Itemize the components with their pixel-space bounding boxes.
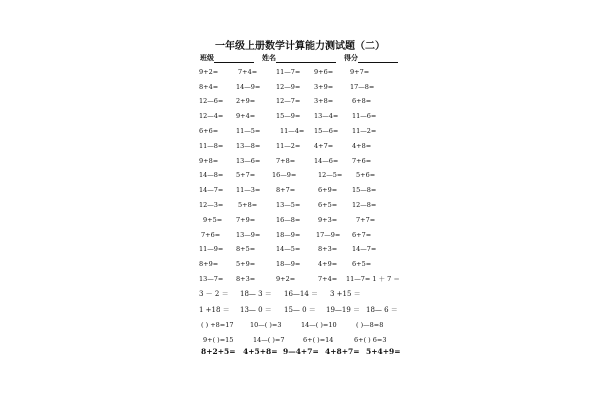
problem: 9+2=: [199, 68, 219, 76]
problem: 8+5=: [236, 245, 256, 253]
problem: 9+( )=15: [203, 336, 234, 344]
problem: 14—7=: [199, 186, 224, 194]
problem: 6+( ) 6=3: [354, 336, 387, 344]
problem: 18— 6 ＝: [366, 306, 398, 314]
problem: 9+7=: [350, 68, 370, 76]
problem: 14—7=: [352, 245, 377, 253]
problem-row: [0, 169, 600, 181]
problem-row: [0, 155, 600, 167]
problem: 11—9=: [199, 245, 224, 253]
problem: 17—9=: [316, 231, 341, 239]
problem: 8+3=: [318, 245, 338, 253]
problem: 7+4=: [238, 68, 258, 76]
problem-row: [0, 81, 600, 93]
problem: 11—4=: [280, 127, 305, 135]
problem: 14—8=: [199, 171, 224, 179]
problem: 11—2=: [352, 127, 377, 135]
problem: 7+7=: [356, 216, 376, 224]
problem: 12—8=: [352, 201, 377, 209]
problem-row: [0, 214, 600, 226]
problem: 4+8+7=: [325, 347, 360, 356]
problem: 11—3=: [236, 186, 261, 194]
problem: 13—5=: [276, 201, 301, 209]
problem: 18— 3 ＝: [240, 290, 272, 298]
problem: 11—5=: [236, 127, 261, 135]
problem: 16—9=: [272, 171, 297, 179]
problem: 7+6=: [352, 157, 372, 165]
problem: 5+6=: [356, 171, 376, 179]
problem: 8+7=: [276, 186, 296, 194]
problem: 15—6=: [314, 127, 339, 135]
problem: 6+5=: [352, 260, 372, 268]
problem: 16—8=: [276, 216, 301, 224]
problem: 6+9=: [318, 186, 338, 194]
problem: 17—8=: [350, 83, 375, 91]
problem-row: [0, 184, 600, 196]
problem: 14—( )=7: [253, 336, 285, 344]
score-label: 得分: [344, 53, 358, 62]
problem: 12—5=: [318, 171, 343, 179]
problem: 13—6=: [236, 157, 261, 165]
problem-row: [0, 243, 600, 255]
problem: 4+8=: [352, 142, 372, 150]
problem: 6+6=: [199, 127, 219, 135]
problem: 15— 0 ＝: [284, 306, 316, 314]
problem-row: [0, 110, 600, 122]
problem: 9—4+7=: [283, 347, 319, 356]
problem: 11—8=: [199, 142, 224, 150]
problem: ( ) +8=17: [201, 321, 234, 329]
problem: 7+6=: [201, 231, 221, 239]
problem: 12—4=: [199, 112, 224, 120]
problem: 11—2=: [276, 142, 301, 150]
problem: 5+8=: [238, 201, 258, 209]
problem: 6+7=: [352, 231, 372, 239]
problem: 3 +15 ＝: [330, 290, 361, 298]
problem: 3+9=: [314, 83, 334, 91]
problem: 5+9=: [236, 260, 256, 268]
problem: 9+4=: [236, 112, 256, 120]
problem: 4+5+8=: [243, 347, 278, 356]
problem: 5+7=: [236, 171, 256, 179]
problem: 11—7=: [276, 68, 301, 76]
problem: 12—9=: [276, 83, 301, 91]
problem: 14—5=: [276, 245, 301, 253]
problem: 19—19 ＝: [326, 306, 361, 314]
problem: 4+9=: [318, 260, 338, 268]
page-title: 一年级上册数学计算能力测试题（二）: [215, 41, 385, 52]
problem-row: [0, 66, 600, 78]
problem: 2+9=: [236, 97, 256, 105]
problem: 16—14 ＝: [284, 290, 319, 298]
problem: 7+8=: [276, 157, 296, 165]
problem: 18—9=: [276, 260, 301, 268]
problem: 9+3=: [318, 216, 338, 224]
problem: 18—9=: [276, 231, 301, 239]
problem-row: [0, 319, 600, 331]
problem-row: [0, 140, 600, 152]
problem-row: [0, 258, 600, 270]
problem: 9+5=: [203, 216, 223, 224]
problem: 13—8=: [236, 142, 261, 150]
problem: 1 +18 ＝: [199, 306, 230, 314]
problem: 13—7=: [199, 275, 224, 283]
problem-row: [0, 95, 600, 107]
problem: 15—9=: [276, 112, 301, 120]
problem: ( )—8=8: [356, 321, 384, 329]
problem: 9+8=: [199, 157, 219, 165]
problem: 12—7=: [276, 97, 301, 105]
problem: 3 － 2 ＝: [199, 290, 229, 298]
problem: 7+4=: [318, 275, 338, 283]
problem: 11—7= 1 ＋ 7 ＝: [346, 275, 400, 283]
problem: 14—9=: [236, 83, 261, 91]
problem: 12—3=: [199, 201, 224, 209]
problem: 12—6=: [199, 97, 224, 105]
problem: 10—( )=3: [250, 321, 282, 329]
problem: 8+2+5=: [201, 347, 236, 356]
problem-row: [0, 346, 600, 358]
problem: 8+4=: [199, 83, 219, 91]
problem-row: [0, 199, 600, 211]
problem: 8+3=: [236, 275, 256, 283]
name-label: 姓名: [262, 53, 276, 62]
problem: 6+( )=14: [303, 336, 334, 344]
problem: 8+9=: [199, 260, 219, 268]
problem-row: [0, 125, 600, 137]
problem: 6+5=: [318, 201, 338, 209]
problem: 7+9=: [236, 216, 256, 224]
problem: 14—( )=10: [301, 321, 337, 329]
problem: 9+2=: [276, 275, 296, 283]
problem: 4+7=: [314, 142, 334, 150]
problem: 13— 0 ＝: [240, 306, 272, 314]
problem: 11—6=: [352, 112, 377, 120]
problem-row: [0, 229, 600, 241]
problem: 15—8=: [352, 186, 377, 194]
problem-row: [0, 288, 600, 300]
problem: 14—6=: [314, 157, 339, 165]
problem: 3+8=: [314, 97, 334, 105]
problem-row: [0, 273, 600, 285]
problem: 6+8=: [352, 97, 372, 105]
problem: 13—4=: [314, 112, 339, 120]
problem: 9+6=: [314, 68, 334, 76]
problem-row: [0, 334, 600, 346]
problem: 13—9=: [236, 231, 261, 239]
problem: 5+4+9=: [366, 347, 401, 356]
problem-row: [0, 304, 600, 316]
class-label: 班级: [200, 53, 214, 62]
